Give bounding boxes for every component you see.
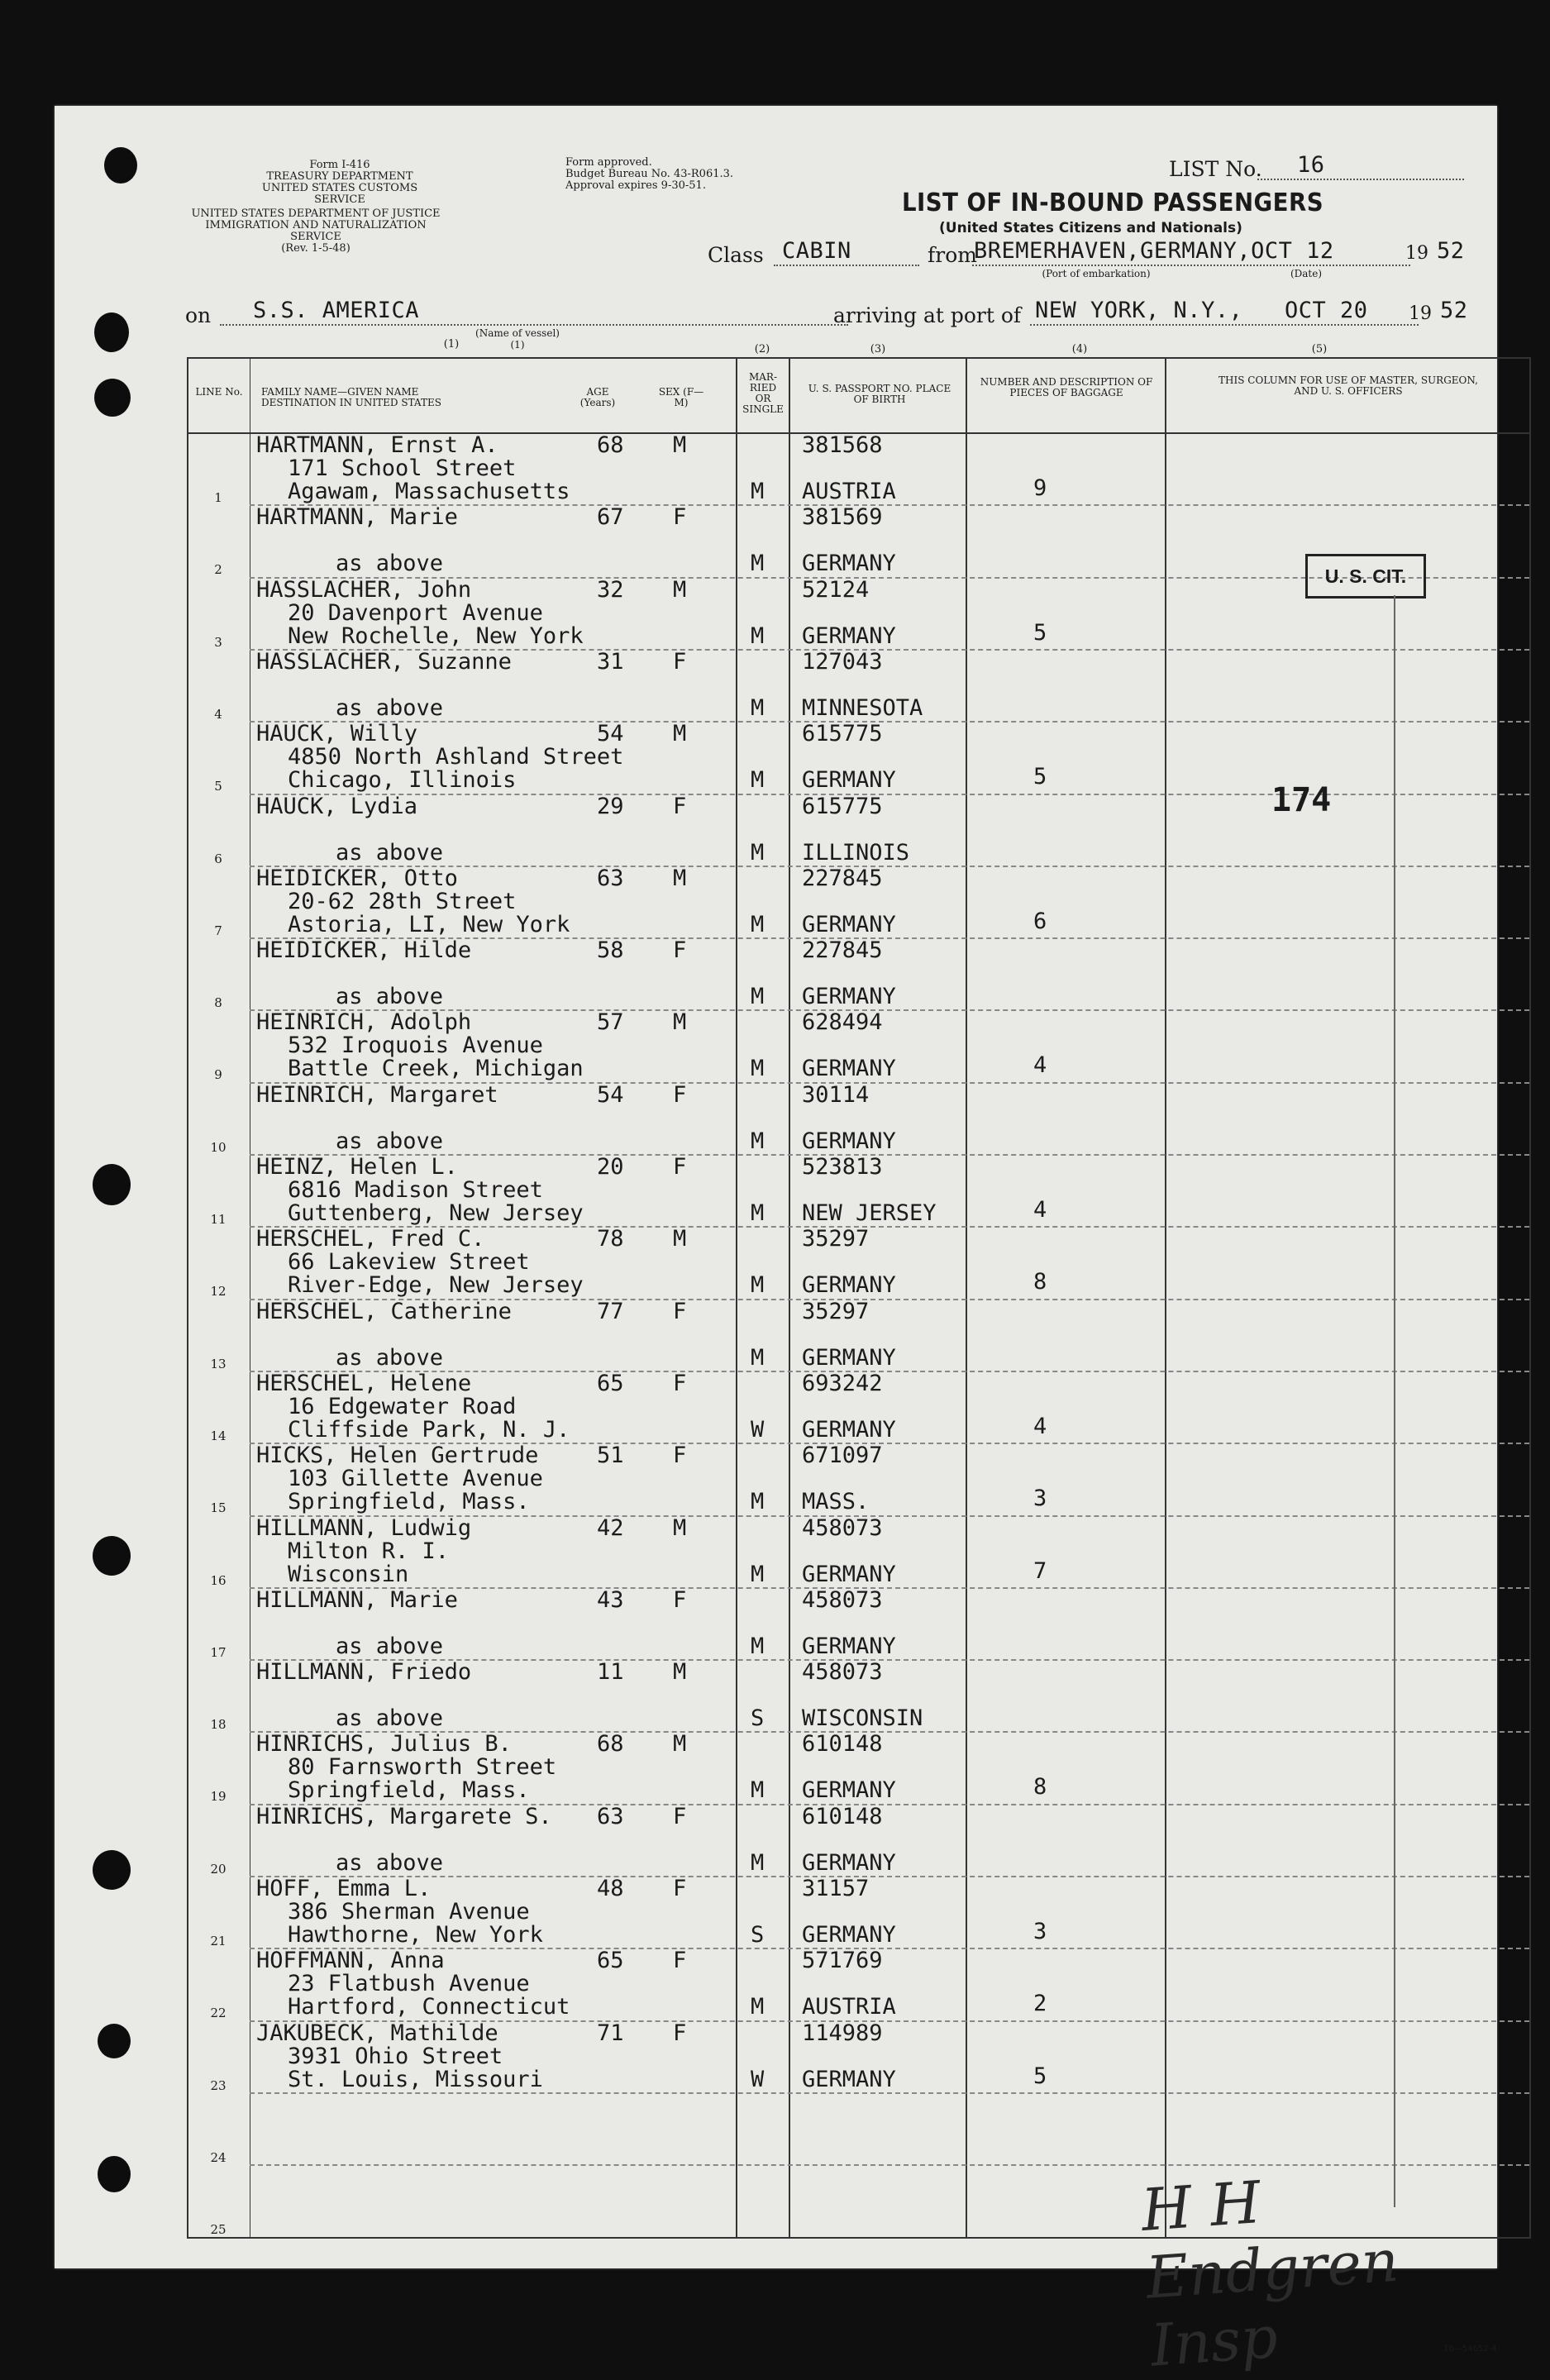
page-subtitle: (United States Citizens and Nationals)	[939, 220, 1242, 236]
age: 63	[597, 1803, 624, 1829]
sex: F	[673, 2020, 687, 2046]
address-line-1: 80 Farnsworth Street	[288, 1754, 557, 1781]
line-number: 21	[210, 1934, 227, 1948]
baggage-count: 6	[1033, 908, 1047, 934]
passport-number: 458073	[802, 1514, 883, 1541]
marital-status: W	[751, 1416, 765, 1443]
place-of-birth: GERMANY	[802, 911, 896, 937]
table-left-border	[187, 357, 188, 2239]
passport-number: 571769	[802, 1948, 883, 1974]
address-line-1: 386 Sherman Avenue	[288, 1899, 530, 1925]
place-of-birth: GERMANY	[802, 1128, 896, 1154]
address-line-2: as above	[336, 1128, 444, 1154]
age: 11	[597, 1659, 624, 1686]
row-divider	[250, 721, 1529, 723]
marital-status: M	[751, 839, 765, 866]
marital-status: M	[751, 622, 765, 649]
passport-number: 610148	[802, 1803, 883, 1829]
address-line-1: 171 School Street	[288, 455, 517, 481]
place-of-birth: GERMANY	[802, 1272, 896, 1299]
place-of-birth: GERMANY	[802, 1633, 896, 1659]
place-of-birth: MINNESOTA	[802, 694, 923, 721]
age: 42	[597, 1514, 624, 1541]
marital-status: M	[751, 1200, 765, 1226]
sex: M	[673, 865, 687, 891]
arrival-year-prefix: 19	[1409, 303, 1432, 324]
passport-number: 31157	[802, 1876, 870, 1901]
class-label: Class	[708, 243, 764, 267]
address-line-2: as above	[336, 694, 444, 721]
from-year-prefix: 19	[1405, 243, 1428, 264]
class-line	[774, 265, 919, 266]
passenger-name: HILLMANN, Marie	[256, 1586, 458, 1613]
stamp-stem	[1394, 595, 1395, 2207]
line-number: 20	[210, 1861, 227, 1877]
header-line-no: LINE No.	[195, 386, 243, 398]
manifest-page	[55, 106, 1497, 2380]
sex: M	[673, 721, 687, 747]
vessel-caption: (Name of vessel) (1)	[475, 327, 560, 351]
place-of-birth: MASS.	[802, 1489, 870, 1515]
age: 58	[597, 937, 624, 964]
line-number: 7	[214, 923, 222, 938]
marital-status: M	[751, 984, 765, 1010]
age: 54	[597, 721, 624, 747]
marital-status: M	[751, 1561, 765, 1587]
age: 32	[597, 576, 624, 603]
address-line-1: 4850 North Ashland Street	[288, 744, 624, 770]
sex: F	[673, 793, 687, 819]
punch-hole	[93, 1536, 131, 1576]
place-of-birth: GERMANY	[802, 2066, 896, 2092]
address-line-2: as above	[336, 1344, 444, 1371]
baggage-count: 9	[1033, 475, 1047, 501]
address-line-1: 20-62 28th Street	[288, 888, 517, 914]
punch-hole	[93, 1164, 131, 1205]
arriving-label: arriving at port of	[833, 303, 1022, 327]
address-line-2: Chicago, Illinois	[288, 767, 517, 794]
sex: F	[673, 504, 687, 531]
baggage-count: 2	[1033, 1991, 1047, 2017]
place-of-birth: GERMANY	[802, 1561, 896, 1587]
address-line-2: as above	[336, 1633, 444, 1659]
baggage-count: 4	[1033, 1413, 1047, 1439]
age: 77	[597, 1298, 624, 1324]
address-line-2: New Rochelle, New York	[288, 622, 584, 649]
sex: F	[673, 1298, 687, 1324]
marital-status: M	[751, 694, 765, 721]
passport-number: 458073	[802, 1659, 883, 1686]
address-line-1: 23 Flatbush Avenue	[288, 1971, 530, 1997]
passport-number: 381569	[802, 504, 883, 531]
sex: M	[673, 1659, 687, 1686]
baggage-count: 8	[1033, 1269, 1047, 1295]
place-of-birth: NEW JERSEY	[802, 1200, 937, 1226]
sex: F	[673, 1803, 687, 1829]
port-caption: (Port of embarkation)	[1042, 268, 1151, 279]
marital-status: M	[751, 1272, 765, 1299]
passenger-name: HERSCHEL, Fred C.	[256, 1226, 485, 1252]
address-line-2: Springfield, Mass.	[288, 1489, 530, 1515]
passport-number: 381568	[802, 432, 883, 458]
age: 63	[597, 865, 624, 891]
form-id-block: Form I-416 TREASURY DEPARTMENT UNITED STATES CUSTOMS SERVICE	[261, 159, 418, 206]
header-officers: THIS COLUMN FOR USE OF MASTER, SURGEON, AND U. S. OFFICERS	[1219, 374, 1478, 397]
age: 43	[597, 1586, 624, 1613]
sex: F	[673, 937, 687, 964]
place-of-birth: GERMANY	[802, 1777, 896, 1804]
age: 71	[597, 2020, 624, 2046]
passenger-name: HERSCHEL, Catherine	[256, 1298, 512, 1324]
marital-status: M	[751, 1489, 765, 1515]
line-number: 2	[214, 562, 222, 578]
sex: M	[673, 432, 687, 458]
inspector-signature: H H Endgren Insp	[1138, 2168, 1401, 2380]
place-of-birth: GERMANY	[802, 984, 896, 1010]
age: 29	[597, 793, 624, 819]
marital-status: M	[751, 1994, 765, 2020]
address-line-2: River-Edge, New Jersey	[288, 1272, 584, 1299]
header-sex: SEX (F—M)	[658, 386, 704, 408]
place-of-birth: GERMANY	[802, 1056, 896, 1082]
line-number: 16	[210, 1572, 227, 1588]
age: 68	[597, 432, 624, 458]
line-number: 15	[210, 1500, 227, 1516]
line-number: 19	[210, 1789, 227, 1805]
passenger-name: HINRICHS, Julius B.	[256, 1731, 512, 1758]
passport-number: 615775	[802, 721, 883, 747]
place-of-birth: GERMANY	[802, 551, 896, 577]
page-title: LIST OF IN-BOUND PASSENGERS	[902, 188, 1324, 217]
table-right-border	[1529, 357, 1531, 2239]
place-of-birth: GERMANY	[802, 1344, 896, 1371]
place-of-birth: AUSTRIA	[802, 1994, 896, 2020]
marital-status: M	[751, 1056, 765, 1082]
address-line-1: 66 Lakeview Street	[288, 1249, 530, 1276]
marital-status: M	[751, 911, 765, 937]
line-number: 12	[210, 1284, 227, 1300]
col-num-2: (2)	[754, 343, 770, 355]
passport-number: 52124	[802, 576, 870, 603]
passport-number: 227845	[802, 865, 883, 891]
punch-hole	[98, 2156, 131, 2192]
address-line-2: Battle Creek, Michigan	[288, 1056, 584, 1082]
line-number: 3	[214, 634, 222, 650]
class-value: CABIN	[782, 238, 851, 264]
col-num-1: (1)	[443, 338, 460, 351]
approval-block: Form approved. Budget Bureau No. 43-R061.3. Approval expires 9-30-51.	[565, 156, 734, 192]
punch-hole	[93, 1850, 131, 1890]
passport-number: 628494	[802, 1009, 883, 1036]
age: 78	[597, 1226, 624, 1252]
baggage-count: 3	[1033, 1486, 1047, 1512]
passport-number: 610148	[802, 1731, 883, 1758]
address-line-2: St. Louis, Missouri	[288, 2066, 543, 2092]
line-number: 13	[210, 1356, 227, 1371]
address-line-2: Hawthorne, New York	[288, 1922, 543, 1948]
line-number: 25	[210, 2222, 227, 2238]
header-passport: U. S. PASSPORT NO. PLACE OF BIRTH	[808, 383, 951, 405]
passenger-name: HEINZ, Helen L.	[256, 1154, 458, 1180]
passport-number: 114989	[802, 2020, 883, 2046]
marital-status: S	[751, 1922, 765, 1948]
address-line-1: Milton R. I.	[288, 1538, 450, 1564]
place-of-birth: GERMANY	[802, 622, 896, 649]
marital-status: M	[751, 767, 765, 794]
address-line-1: 6816 Madison Street	[288, 1177, 543, 1203]
header-married: MAR- RIED OR SINGLE	[742, 371, 784, 415]
age: 31	[597, 648, 624, 675]
line-number: 9	[214, 1067, 222, 1083]
sex: M	[673, 576, 687, 603]
passenger-name: HOFFMANN, Anna	[256, 1948, 445, 1974]
sex: F	[673, 1948, 687, 1974]
list-no-line	[1257, 179, 1464, 180]
col-num-5: (5)	[1311, 343, 1328, 355]
line-number: 24	[210, 2149, 227, 2165]
table-top-border	[187, 357, 1531, 359]
address-line-2: Wisconsin	[288, 1561, 409, 1587]
place-of-birth: GERMANY	[802, 767, 896, 794]
address-line-2: Springfield, Mass.	[288, 1777, 530, 1804]
sex: F	[673, 1370, 687, 1396]
marital-status: M	[751, 551, 765, 577]
punch-hole	[94, 379, 131, 417]
officer-annotation: 174	[1271, 781, 1332, 819]
passport-number: 458073	[802, 1586, 883, 1613]
passport-number: 127043	[802, 648, 883, 675]
passenger-name: HINRICHS, Margarete S.	[256, 1803, 552, 1829]
line-number: 23	[210, 2077, 227, 2093]
header-age: AGE (Years)	[579, 386, 616, 408]
passenger-name: HEINRICH, Adolph	[256, 1009, 472, 1036]
marital-status: M	[751, 1344, 765, 1371]
passenger-name: HEINRICH, Margaret	[256, 1081, 498, 1108]
passport-number: 671097	[802, 1443, 883, 1469]
marital-status: S	[751, 1705, 765, 1732]
marital-status: M	[751, 479, 765, 504]
passenger-name: HAUCK, Lydia	[256, 793, 418, 819]
line-number: 14	[210, 1428, 227, 1443]
passport-number: 35297	[802, 1298, 870, 1324]
place-of-birth: WISCONSIN	[802, 1705, 923, 1732]
line-number: 6	[214, 851, 222, 866]
marital-status: M	[751, 1128, 765, 1154]
line-number: 8	[214, 995, 222, 1011]
address-line-2: as above	[336, 839, 444, 866]
from-line	[972, 265, 1410, 266]
age: 51	[597, 1443, 624, 1469]
arrival-date: OCT 20	[1285, 298, 1368, 323]
sex: M	[673, 1514, 687, 1541]
baggage-count: 4	[1033, 1052, 1047, 1079]
line-number: 17	[210, 1644, 227, 1660]
sex: F	[673, 1154, 687, 1180]
sex: M	[673, 1009, 687, 1036]
baggage-count: 8	[1033, 1774, 1047, 1801]
sex: F	[673, 1081, 687, 1108]
row-divider	[250, 794, 1529, 795]
address-line-2: Cliffside Park, N. J.	[288, 1416, 570, 1443]
line-number: 5	[214, 779, 222, 794]
row-divider	[250, 2092, 1529, 2094]
line-number: 4	[214, 706, 222, 722]
header-baggage: NUMBER AND DESCRIPTION OF PIECES OF BAGGAGE	[980, 376, 1153, 398]
baggage-count: 5	[1033, 764, 1047, 790]
passport-number: 30114	[802, 1081, 870, 1108]
line-number: 22	[210, 2006, 227, 2021]
passenger-name: HEIDICKER, Otto	[256, 865, 458, 891]
passport-number: 227845	[802, 937, 883, 964]
from-year: 52	[1437, 238, 1465, 264]
passenger-name: HASSLACHER, Suzanne	[256, 648, 512, 675]
address-line-1: 103 Gillette Avenue	[288, 1466, 543, 1492]
passenger-name: HILLMANN, Ludwig	[256, 1514, 472, 1541]
baggage-count: 3	[1033, 1919, 1047, 1944]
address-line-2: Agawam, Massachusetts	[288, 479, 570, 504]
baggage-count: 4	[1033, 1197, 1047, 1223]
age: 65	[597, 1948, 624, 1974]
marital-status: M	[751, 1849, 765, 1876]
sex: F	[673, 648, 687, 675]
address-line-2: as above	[336, 551, 444, 577]
passenger-name: HOFF, Emma L.	[256, 1876, 432, 1901]
marital-status: M	[751, 1633, 765, 1659]
list-no-label: LIST No.	[1169, 157, 1262, 181]
passport-number: 615775	[802, 793, 883, 819]
from-label: from	[928, 243, 977, 267]
department-block: UNITED STATES DEPARTMENT OF JUSTICE IMMIGRATION AND NATURALIZATION SERVICE (Rev. 1-5-48)	[191, 207, 441, 255]
address-line-2: Hartford, Connecticut	[288, 1994, 570, 2020]
punch-hole	[104, 147, 137, 184]
age: 54	[597, 1081, 624, 1108]
address-line-2: as above	[336, 984, 444, 1010]
passport-number: 693242	[802, 1370, 883, 1396]
marital-status: M	[751, 1777, 765, 1804]
passenger-name: HERSCHEL, Helene	[256, 1370, 472, 1396]
age: 67	[597, 504, 624, 531]
on-label: on	[185, 303, 212, 327]
line-number: 18	[210, 1717, 227, 1733]
age: 48	[597, 1876, 624, 1901]
passenger-name: HASSLACHER, John	[256, 576, 472, 603]
arrival-year: 52	[1440, 298, 1468, 323]
sex: F	[673, 1876, 687, 1901]
list-no-value: 16	[1297, 152, 1325, 178]
sex: M	[673, 1731, 687, 1758]
passenger-name: HICKS, Helen Gertrude	[256, 1443, 539, 1469]
col-num-3: (3)	[870, 343, 886, 355]
place-of-birth: ILLINOIS	[802, 839, 910, 866]
passenger-name: JAKUBECK, Mathilde	[256, 2020, 498, 2046]
sex: F	[673, 1586, 687, 1613]
us-citizen-stamp: U. S. CIT.	[1305, 554, 1426, 599]
place-of-birth: GERMANY	[802, 1849, 896, 1876]
passport-number: 35297	[802, 1226, 870, 1252]
age: 20	[597, 1154, 624, 1180]
passenger-name: HARTMANN, Ernst A.	[256, 432, 498, 458]
address-line-1: 16 Edgewater Road	[288, 1393, 517, 1419]
passenger-name: HEIDICKER, Hilde	[256, 937, 472, 964]
form-number: 16—54652-4	[1443, 2344, 1497, 2354]
address-line-1: 532 Iroquois Avenue	[288, 1033, 543, 1059]
place-of-birth: AUSTRIA	[802, 479, 896, 504]
age: 68	[597, 1731, 624, 1758]
address-line-2: Astoria, LI, New York	[288, 911, 570, 937]
place-of-birth: GERMANY	[802, 1922, 896, 1948]
line-number: 11	[210, 1212, 227, 1227]
row-divider	[250, 1876, 1529, 1877]
punch-hole	[94, 312, 129, 352]
baggage-count: 5	[1033, 2063, 1047, 2089]
address-line-1: 20 Davenport Avenue	[288, 599, 543, 626]
sex: M	[673, 1226, 687, 1252]
line-number: 1	[214, 490, 222, 505]
marital-status: W	[751, 2066, 765, 2092]
vessel-line	[220, 324, 848, 326]
passenger-name: HAUCK, Willy	[256, 721, 418, 747]
embarkation-value: BREMERHAVEN,GERMANY,OCT 12	[974, 238, 1334, 264]
passenger-name: HILLMANN, Friedo	[256, 1659, 472, 1686]
address-line-1: 3931 Ohio Street	[288, 2043, 503, 2069]
passenger-name: HARTMANN, Marie	[256, 504, 458, 531]
header-name: FAMILY NAME—GIVEN NAME DESTINATION IN UNITED STATES	[261, 386, 441, 408]
arrival-port: NEW YORK, N.Y.,	[1035, 298, 1243, 323]
place-of-birth: GERMANY	[802, 1416, 896, 1443]
baggage-count: 5	[1033, 619, 1047, 646]
address-line-2: Guttenberg, New Jersey	[288, 1200, 584, 1226]
passport-number: 523813	[802, 1154, 883, 1180]
date-caption: (Date)	[1290, 268, 1323, 279]
vessel-name: S.S. AMERICA	[253, 298, 420, 323]
age: 57	[597, 1009, 624, 1036]
address-line-2: as above	[336, 1705, 444, 1732]
address-line-2: as above	[336, 1849, 444, 1876]
age: 65	[597, 1370, 624, 1396]
punch-hole	[98, 2024, 131, 2058]
baggage-count: 7	[1033, 1557, 1047, 1584]
col-num-4: (4)	[1071, 343, 1088, 355]
arriving-line	[1030, 324, 1419, 326]
line-number: 10	[210, 1139, 227, 1155]
sex: F	[673, 1443, 687, 1469]
